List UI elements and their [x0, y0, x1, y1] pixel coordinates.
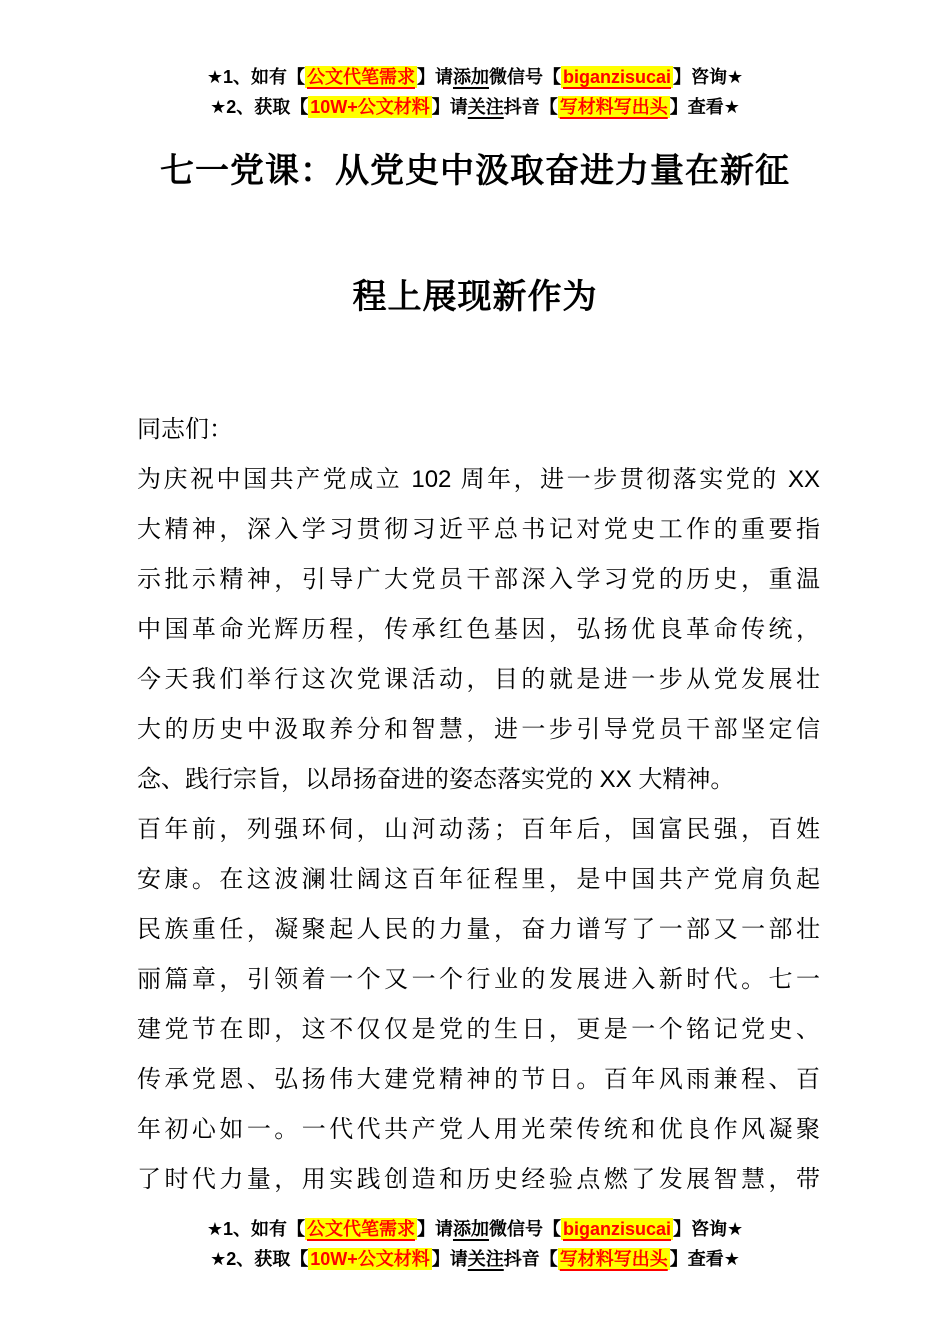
promo-text: 】查看★ [669, 1249, 740, 1269]
promo-underline-add: 添加 [452, 67, 489, 87]
body-text-line: 示批示精神，引导广大党员干部深入学习党的历史，重温 [137, 566, 820, 593]
body-text-line: 大的历史中汲取养分和智慧，进一步引导党员干部坚定信 [137, 716, 820, 743]
promo-text: ★2、获取【 [210, 1249, 309, 1269]
promo-underline-follow: 关注 [467, 1249, 504, 1269]
body-text-line: 念、践行宗旨，以昂扬奋进的姿态落实党的 XX 大精神。 [137, 766, 735, 793]
promo-text: 】请 [416, 1219, 453, 1239]
promo-douyin-account: 写材料写出头 [559, 1249, 668, 1269]
promo-underline-follow: 关注 [467, 97, 504, 117]
body-text-line: 传承党恩、弘扬伟大建党精神的节日。百年风雨兼程、百 [137, 1066, 820, 1093]
promo-text: 微信号【 [488, 67, 561, 87]
promo-line-1 [0, 1214, 950, 1244]
promo-text: 】咨询★ [673, 67, 744, 87]
promo-text: 抖音【 [503, 97, 558, 117]
promo-underline-add: 添加 [452, 1219, 489, 1239]
body-text-line: 今天我们举行这次党课活动，目的就是进一步从党发展壮 [137, 666, 820, 693]
promo-highlight-writing-service: 公文代笔需求 [306, 1219, 415, 1239]
promo-text: ★2、获取【 [210, 97, 309, 117]
body-text-line: 了时代力量，用实践创造和历史经验点燃了发展智慧，带 [137, 1166, 820, 1193]
promo-text: 】请 [416, 67, 453, 87]
document-title [0, 150, 950, 318]
promo-line-2 [0, 92, 950, 122]
body-text-line: 百年前，列强环伺，山河动荡；百年后，国富民强，百姓 [137, 816, 820, 843]
body-text-line: 中国革命光辉历程，传承红色基因，弘扬优良革命传统， [137, 616, 820, 643]
promo-text: 微信号【 [488, 1219, 561, 1239]
promo-wechat-id: biganzisucai [562, 67, 672, 87]
promo-highlight-writing-service: 公文代笔需求 [306, 67, 415, 87]
body-text-line: 大精神，深入学习贯彻习近平总书记对党史工作的重要指 [137, 516, 820, 543]
promo-footer [0, 1214, 950, 1274]
promo-line-2 [0, 1244, 950, 1274]
promo-header [0, 0, 950, 122]
promo-highlight-materials: 10W+公文材料 [310, 1249, 430, 1269]
promo-text: 】请 [431, 97, 468, 117]
promo-text: 抖音【 [503, 1249, 558, 1269]
promo-text: 】咨询★ [673, 1219, 744, 1239]
body-text-line: 安康。在这波澜壮阔这百年征程里，是中国共产党肩负起 [137, 866, 820, 893]
promo-text: ★1、如有【 [206, 67, 305, 87]
body-text-line: 民族重任，凝聚起人民的力量，奋力谱写了一部又一部壮 [137, 916, 820, 943]
promo-text: ★1、如有【 [206, 1219, 305, 1239]
body-text-line: 丽篇章，引领着一个又一个行业的发展进入新时代。七一 [137, 966, 820, 993]
promo-text: 】请 [431, 1249, 468, 1269]
promo-douyin-account: 写材料写出头 [559, 97, 668, 117]
body-text-line: 为庆祝中国共产党成立 102 周年，进一步贯彻落实党的 XX [137, 466, 820, 493]
document-title-line-1: 七一党课：从党史中汲取奋进力量在新征 [160, 152, 790, 190]
document-body [137, 405, 820, 1205]
body-text-line: 建党节在即，这不仅仅是党的生日，更是一个铭记党史、 [137, 1016, 820, 1043]
promo-text: 】查看★ [669, 97, 740, 117]
body-text-line: 年初心如一。一代代共产党人用光荣传统和优良作风凝聚 [137, 1116, 820, 1143]
promo-highlight-materials: 10W+公文材料 [310, 97, 430, 117]
document-title-line-2: 程上展现新作为 [352, 278, 598, 316]
promo-line-1 [0, 62, 950, 92]
promo-wechat-id: biganzisucai [562, 1219, 672, 1239]
body-text-line: 同志们： [137, 416, 233, 443]
